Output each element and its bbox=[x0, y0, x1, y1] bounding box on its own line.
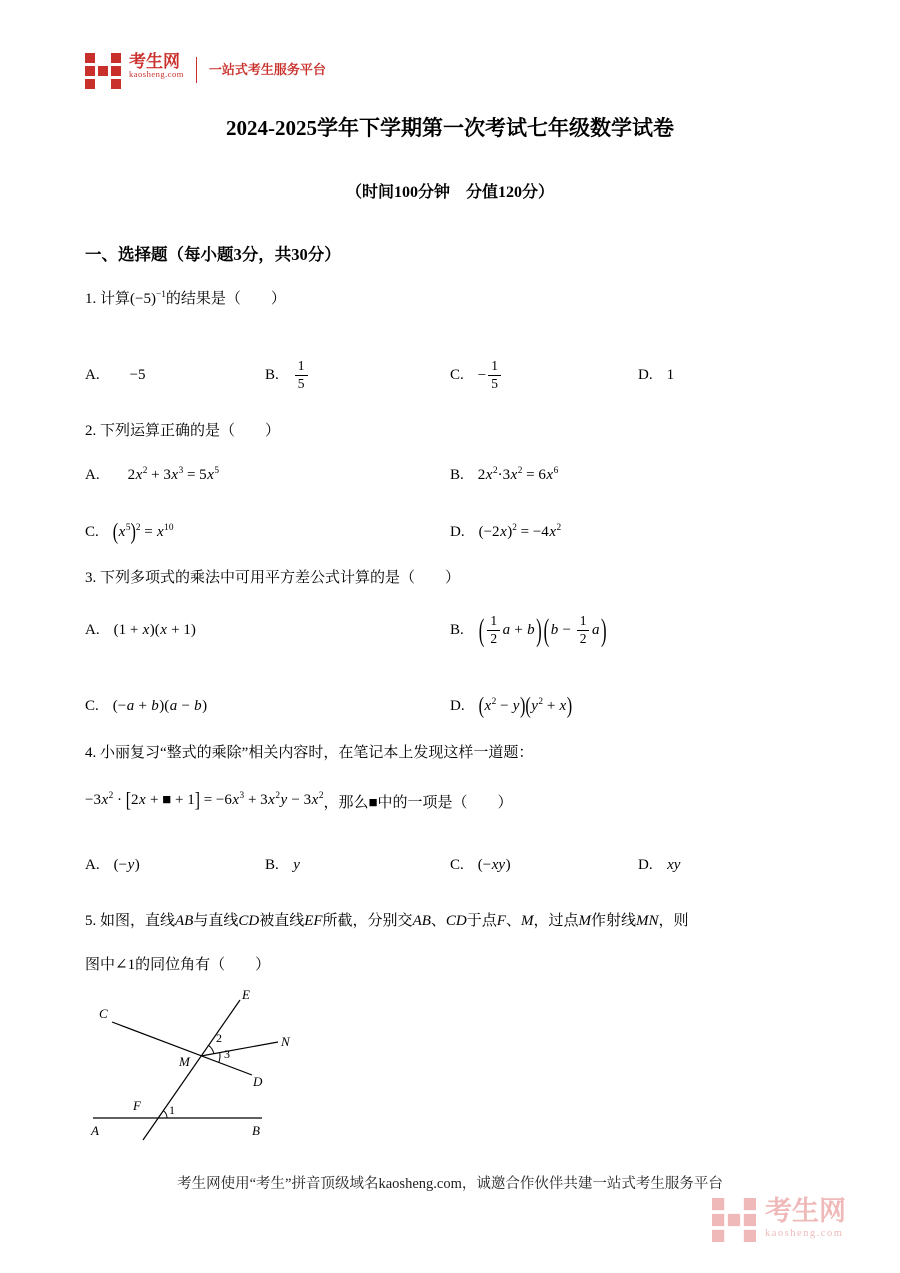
q2-stem: 2. 下列运算正确的是（ ） bbox=[85, 423, 281, 439]
q3-option-c bbox=[85, 686, 207, 726]
label-E: E bbox=[242, 988, 250, 1002]
watermark-domain: kaosheng.com bbox=[765, 1228, 844, 1239]
line-EF bbox=[143, 1000, 240, 1140]
option-formula: y bbox=[293, 856, 300, 873]
kaosheng-logo-icon bbox=[85, 53, 121, 89]
option-formula: $(x^2 - y)(y^2 + x)$ bbox=[478, 692, 573, 719]
watermark-title: 考生网 bbox=[765, 1196, 846, 1226]
option-label: A. bbox=[85, 856, 100, 873]
option-formula: $\frac{1}{5}$ bbox=[293, 359, 310, 392]
option-formula: 1 bbox=[666, 366, 675, 383]
exam-title: 2024-2025学年下学期第一次考试七年级数学试卷 bbox=[226, 116, 674, 140]
q2-option-c bbox=[85, 515, 173, 549]
q3-option-a bbox=[85, 600, 196, 660]
logo-text-block bbox=[129, 53, 184, 79]
q4-option-a bbox=[85, 848, 140, 882]
option-label: C. bbox=[450, 856, 464, 873]
logo-tagline: 一站式考生服务平台 bbox=[208, 62, 326, 77]
logo-divider bbox=[196, 57, 197, 83]
option-label: B. bbox=[265, 856, 279, 873]
option-formula: (1 + x)(x + 1) bbox=[113, 621, 196, 638]
label-N: N bbox=[281, 1034, 290, 1049]
option-formula: ( $\frac{1}{2}$ a + b) ( b − $\frac{1}{2}$ a) bbox=[478, 611, 607, 648]
q1-option-a bbox=[85, 350, 146, 400]
label-F: F bbox=[133, 1098, 141, 1113]
angle-3-arc bbox=[219, 1053, 220, 1063]
option-label: D. bbox=[638, 366, 653, 383]
option-label: C. bbox=[450, 366, 464, 383]
q2-option-a bbox=[85, 458, 219, 492]
q5-stem-line1: 5. 如图，直线AB与直线CD被直线EF所截，分别交AB、CD于点F、M，过点M作射线MN，则 bbox=[85, 913, 689, 929]
option-formula: (−xy) bbox=[477, 856, 511, 873]
watermark bbox=[712, 1198, 846, 1242]
logo-domain: kaosheng.com bbox=[129, 69, 184, 79]
option-formula: − $\frac{1}{5}$ bbox=[478, 359, 503, 392]
footer-text: 考生网使用“考生”拼音顶级域名kaosheng.com，诚邀合作伙伴共建一站式考生服务平台 bbox=[177, 1176, 723, 1192]
option-formula: $2x^2 + 3x^3 = 5x^5$ bbox=[127, 465, 220, 483]
logo-title: 考生网 bbox=[129, 52, 180, 71]
option-formula: $(x^5)^2 = x^{10}$ bbox=[112, 518, 174, 545]
q1-option-d bbox=[638, 350, 674, 400]
q1-option-b bbox=[265, 350, 310, 400]
angle-1-arc bbox=[163, 1111, 167, 1118]
option-formula: $2x^2\cdot 3x^2 = 6x^6$ bbox=[477, 465, 559, 483]
label-C: C bbox=[99, 1006, 108, 1021]
q2-option-d bbox=[450, 515, 561, 549]
label-B: B bbox=[252, 1123, 260, 1138]
option-label: B. bbox=[265, 366, 279, 383]
option-formula: (−a + b)(a − b) bbox=[112, 697, 208, 714]
label-angle-3: 3 bbox=[224, 1047, 230, 1061]
q1-stem: 1. 计算$(-5)^{-1}$的结果是（ ） bbox=[85, 290, 286, 307]
header-logo bbox=[85, 53, 326, 89]
label-D: D bbox=[253, 1074, 263, 1089]
q4-option-b bbox=[265, 848, 300, 882]
q4-stem: 4. 小丽复习“整式的乘除”相关内容时，在笔记本上发现这样一道题： bbox=[85, 745, 534, 761]
q5-stem-line2: 图中∠1的同位角有（ ） bbox=[85, 957, 271, 973]
option-label: C. bbox=[85, 697, 99, 714]
label-angle-2: 2 bbox=[216, 1031, 222, 1045]
option-label: D. bbox=[638, 856, 653, 873]
watermark-text-block bbox=[765, 1198, 846, 1240]
q5-geometry-figure bbox=[85, 988, 320, 1158]
option-formula: (−y) bbox=[113, 856, 140, 873]
option-label: C. bbox=[85, 523, 99, 540]
q1-option-c bbox=[450, 350, 503, 400]
q4-option-d bbox=[638, 848, 681, 882]
q3-stem: 3. 下列多项式的乘法中可用平方差公式计算的是（ ） bbox=[85, 570, 461, 586]
option-label: D. bbox=[450, 523, 465, 540]
q4-option-c bbox=[450, 848, 511, 882]
option-formula: xy bbox=[667, 856, 681, 873]
section-heading: 一、选择题（每小题3分，共30分） bbox=[85, 245, 341, 264]
option-label: A. bbox=[85, 466, 100, 483]
label-M: M bbox=[179, 1054, 190, 1069]
option-label: B. bbox=[450, 621, 464, 638]
label-angle-1: 1 bbox=[169, 1103, 175, 1117]
label-A: A bbox=[91, 1123, 99, 1138]
q2-option-b bbox=[450, 458, 558, 492]
option-label: B. bbox=[450, 466, 464, 483]
angle-2-arc bbox=[208, 1045, 213, 1053]
q4-formula: $-3x^2 \cdot [2x$ + ■ + $1] = -6x^3 + 3x^2y - 3x^2$ ，那么■中的一项是（ ） bbox=[85, 788, 513, 812]
q3-option-d bbox=[450, 686, 572, 726]
option-label: A. bbox=[85, 621, 100, 638]
option-label: D. bbox=[450, 697, 465, 714]
option-formula: $(-2x)^2 = -4x^2$ bbox=[478, 522, 562, 540]
option-formula: −5 bbox=[129, 366, 146, 383]
option-label: A. bbox=[85, 366, 100, 383]
watermark-logo-icon bbox=[712, 1198, 756, 1242]
q3-option-b bbox=[450, 600, 608, 660]
exam-subtitle: （时间100分钟 分值120分） bbox=[345, 184, 554, 201]
